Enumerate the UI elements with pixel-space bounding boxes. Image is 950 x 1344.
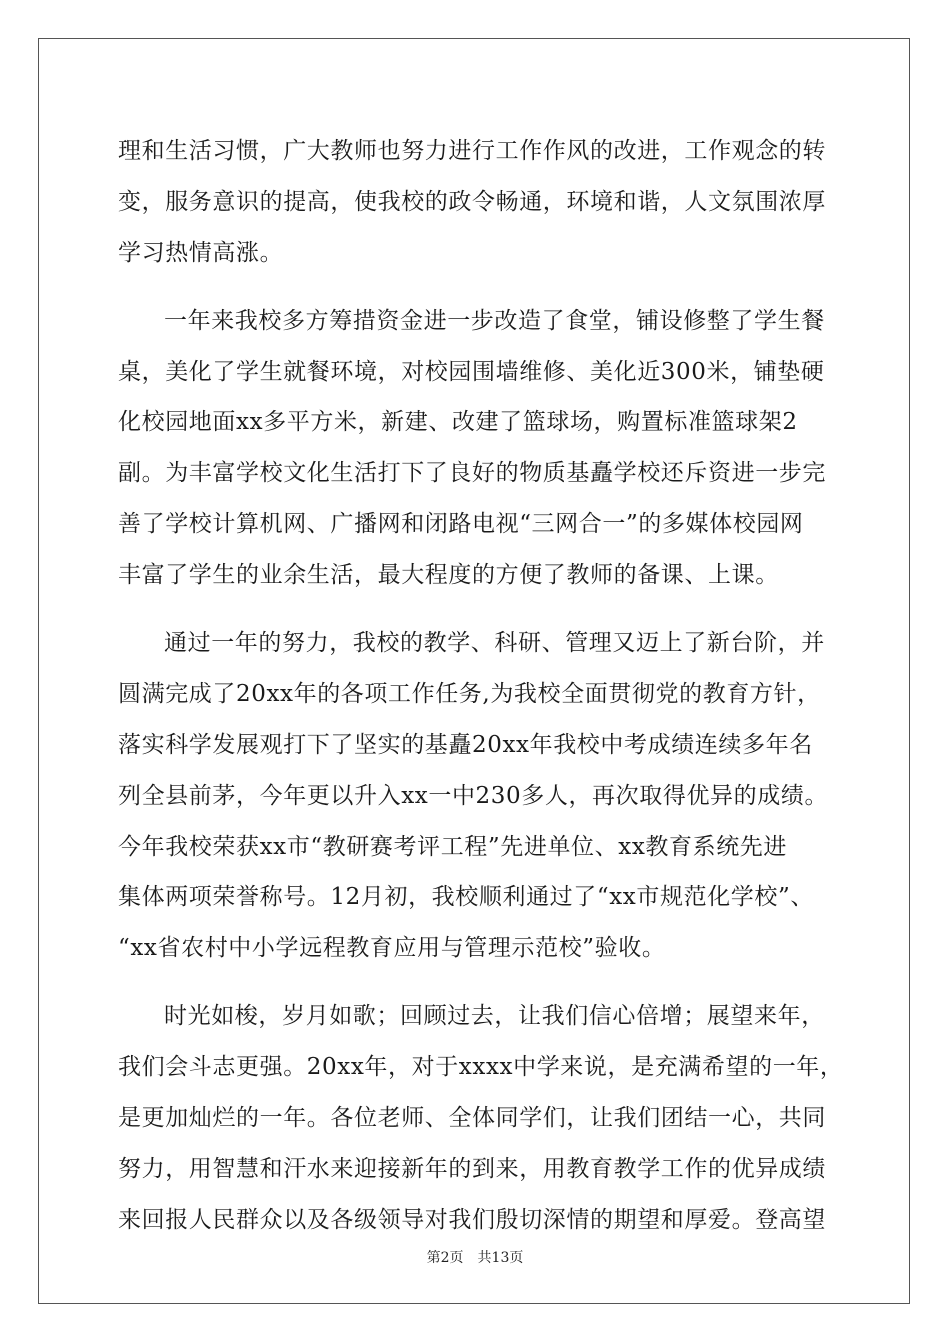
text-line: “xx省农村中小学远程教育应用与管理示范校”验收。 bbox=[118, 935, 666, 962]
text-line: 来回报人民群众以及各级领导对我们殷切深情的期望和厚爱。登高望 bbox=[118, 1206, 826, 1233]
page-footer bbox=[0, 1247, 950, 1267]
page-number: 第2页 bbox=[426, 1250, 464, 1266]
text-line: 落实科学发展观打下了坚实的基矗20xx年我校中考成绩连续多年名 bbox=[118, 731, 813, 758]
text-line: 通过一年的努力，我校的教学、科研、管理又迈上了新台阶，并 bbox=[164, 630, 825, 657]
paragraph bbox=[118, 618, 840, 974]
text-line: 列全县前茅，今年更以升入xx一中230多人，再次取得优异的成绩。 bbox=[118, 782, 829, 809]
paragraph bbox=[118, 991, 844, 1245]
page-total: 共13页 bbox=[477, 1250, 524, 1266]
paragraph bbox=[118, 296, 840, 601]
text-line: 今年我校荣获xx市“教研赛考评工程”先进单位、xx教育系统先进 bbox=[118, 833, 788, 860]
text-line: 学习热情高涨。 bbox=[118, 239, 284, 266]
text-line: 是更加灿烂的一年。各位老师、全体同学们，让我们团结一心，共同 bbox=[118, 1105, 826, 1132]
text-line: 时光如梭，岁月如歌；回顾过去，让我们信心倍增；展望来年， bbox=[164, 1003, 825, 1030]
text-line: 桌，美化了学生就餐环境，对校园围墙维修、美化近300米，铺垫硬 bbox=[118, 358, 825, 385]
text-line: 我们会斗志更强。20xx年，对于xxxx中学来说，是充满希望的一年， bbox=[118, 1054, 844, 1081]
paragraph bbox=[118, 126, 840, 279]
text-line: 集体两项荣誉称号。12月初，我校顺利通过了“xx市规范化学校”、 bbox=[118, 884, 814, 911]
text-line: 一年来我校多方筹措资金进一步改造了食堂，铺设修整了学生餐 bbox=[164, 307, 825, 334]
text-line: 圆满完成了20xx年的各项工作任务,为我校全面贯彻党的教育方针， bbox=[118, 680, 821, 707]
text-line: 努力，用智慧和汗水来迎接新年的到来，用教育教学工作的优异成绩 bbox=[118, 1155, 826, 1182]
document-body bbox=[118, 126, 844, 1246]
text-line: 丰富了学生的业余生活，最大程度的方便了教师的备课、上课。 bbox=[118, 562, 779, 589]
text-line: 副。为丰富学校文化生活打下了良好的物质基矗学校还斥资进一步完 bbox=[118, 460, 826, 487]
text-line: 变，服务意识的提高，使我校的政令畅通，环境和谐，人文氛围浓厚 bbox=[118, 188, 826, 215]
text-line: 善了学校计算机网、广播网和闭路电视“三网合一”的多媒体校园网 bbox=[118, 511, 804, 538]
text-line: 理和生活习惯，广大教师也努力进行工作作风的改进，工作观念的转 bbox=[118, 138, 826, 164]
text-line: 化校园地面xx多平方米，新建、改建了篮球场，购置标准篮球架2 bbox=[118, 409, 798, 436]
